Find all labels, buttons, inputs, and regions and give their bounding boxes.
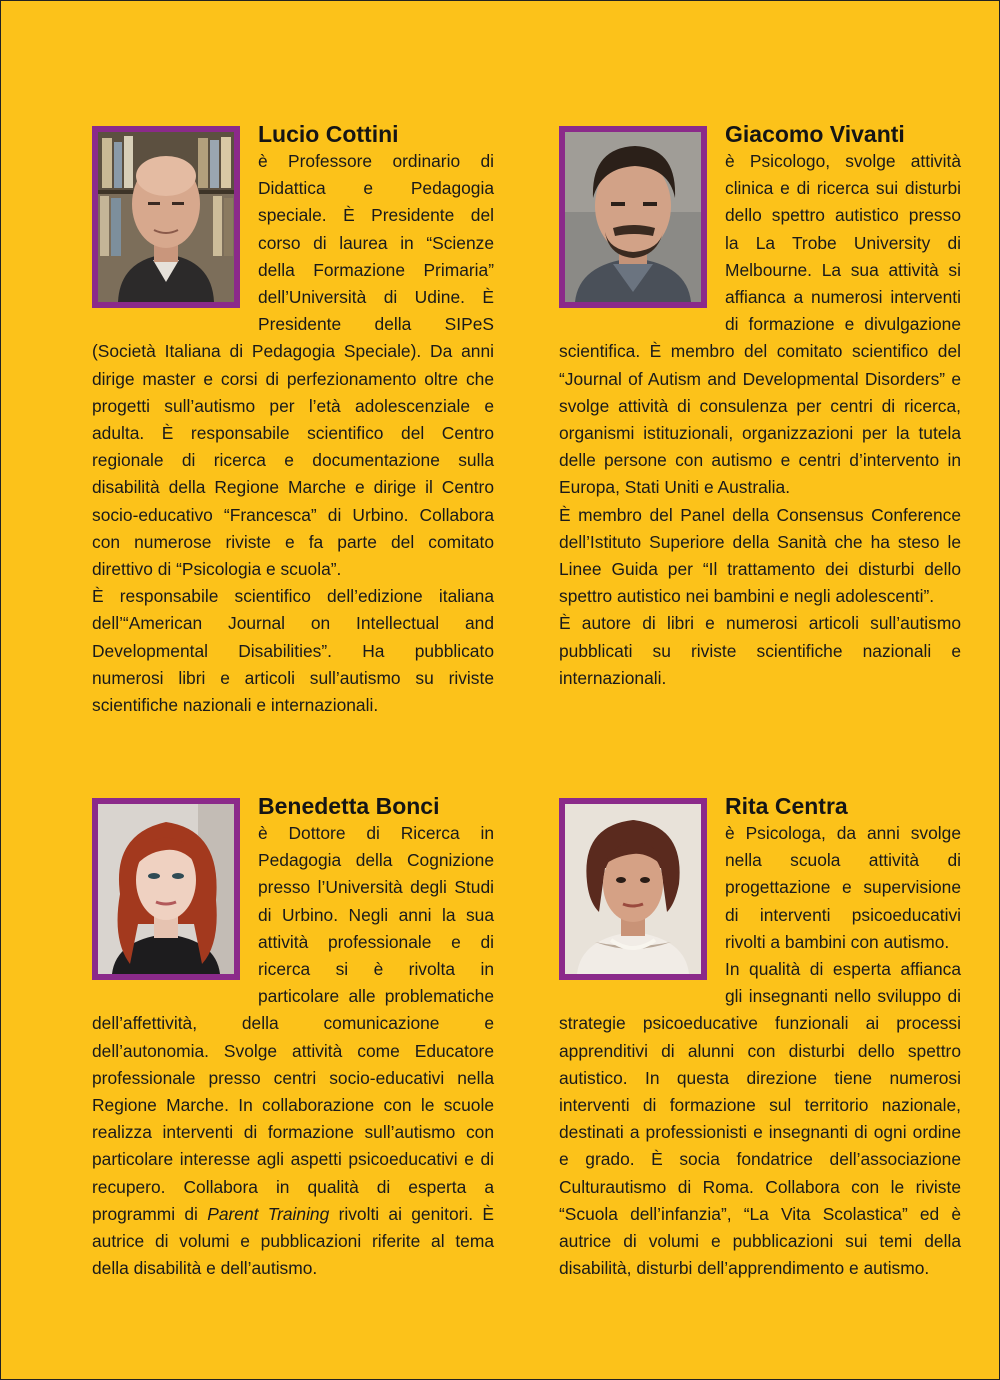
bio-name: Rita Centra <box>725 793 848 819</box>
bio-text-part: è Dottore di Ricerca in Pedagogia della Cognizione presso l’Università degli Studi di Urbino. Negli anni la sua attività professionale e di ricerca si è rivolta in particolare alle problematiche dell’affettività, della comunicazione e dell’autonomia. Svolge attività come Educatore professionale presso centri socio-educativi nella Regione Marche. In collaborazione con le scuole realizza interventi di formazione sull’autismo con particolare interesse agli aspetti psicoeducativi e di recupero. Collabora in qualità di esperta a programmi di <box>92 823 494 1224</box>
bio-paragraph: è Professore ordinario di Didattica e Pedagogia speciale. È Presidente del corso di laurea in “Scienze della Formazione Primaria” dell’Università di Udine. È Presidente della SIPeS (Società Italiana di Pedagogia Speciale). Da anni dirige master e corsi di perfezionamento oltre che progetti sull’autismo per l’età adolescenziale e adulta. È responsabile scientifico del Centro regionale di ricerca e documentazione sulla disabilità della Regione Marche e dirige il Centro socio-educativo “Francesca” di Urbino. Collabora con numerose riviste e fa parte del comitato direttivo di “Psicologia e scuola”. <box>92 151 494 580</box>
bio-name: Lucio Cottini <box>258 121 399 147</box>
bio-benedetta-bonci <box>92 793 494 1282</box>
bio-text-part: rivolti ai genitori. È autrice di volumi e pubblicazioni riferite al tema della disabilità e dell’autismo. <box>92 1203 494 1279</box>
bio-paragraph: è Psicologa, da anni svolge nella scuola attività di progettazione e supervisione di interventi psicoeducativi rivolti a bambini con autismo. <box>725 823 961 952</box>
bio-paragraph: In qualità di esperta affianca gli insegnanti nello sviluppo di strategie psicoeducative funzionali ai processi apprenditivi di alunni con disturbi dello spettro autistico. In questa direzione tiene numerosi interventi di formazione sul territorio nazionale, destinati a professionisti e insegnanti di ogni ordine e grado. È socia fondatrice dell’associazione Culturautismo di Roma. Collabora con le riviste “Scuola dell’infanzia”, “La Vita Scolastica” ed è autrice di volumi e pubblicazioni sui temi della disabilità, disturbi dell’apprendimento e autismo. <box>559 959 961 1279</box>
bio-paragraph: È responsabile scientifico dell’edizione italiana dell’“American Journal on Intellectual and Developmental Disabilities”. Ha pubblicato numerosi libri e articoli sull’autismo su riviste scientifiche nazionali e internazionali. <box>92 586 494 716</box>
bio-paragraph: È autore di libri e numerosi articoli sull’autismo pubblicati su riviste scientifiche nazionali e internazionali. <box>559 613 961 688</box>
bio-giacomo-vivanti <box>559 121 961 692</box>
photo-lucio-cottini <box>92 126 240 308</box>
photo-giacomo-vivanti <box>559 126 707 308</box>
photo-rita-centra <box>559 798 707 980</box>
bio-paragraph: È membro del Panel della Consensus Conference dell’Istituto Superiore della Sanità che ha steso le Linee Guida per “Il trattamento dei disturbi dello spettro autistico nei bambini e negli adolescenti”. <box>559 504 961 607</box>
bio-lucio-cottini <box>92 121 494 719</box>
portrait-bearded-man-icon <box>565 132 701 302</box>
photo-benedetta-bonci <box>92 798 240 980</box>
portrait-bald-man-icon <box>98 132 234 302</box>
bio-rita-centra <box>559 793 961 1282</box>
bio-text-italic: Parent Training <box>207 1203 330 1224</box>
bio-paragraph: è Psicologo, svolge attività clinica e di ricerca sui disturbi dello spettro autistico presso la La Trobe University di Melbourne. La sua attività si affianca a numerosi interventi di formazione e divulgazione scientifica. È membro del comitato scientifico del “Journal of Autism and Developmental Disorders” e svolge attività di consulenza per centri di ricerca, organismi istituzionali, organizzazioni per la tutela delle persone con autismo e centri d’intervento in Europa, Stati Uniti e Australia. <box>559 151 961 498</box>
bio-name: Giacomo Vivanti <box>725 121 905 147</box>
bio-name: Benedetta Bonci <box>258 793 440 819</box>
portrait-red-haired-woman-icon <box>98 804 234 974</box>
portrait-woman-pearls-icon <box>565 804 701 974</box>
